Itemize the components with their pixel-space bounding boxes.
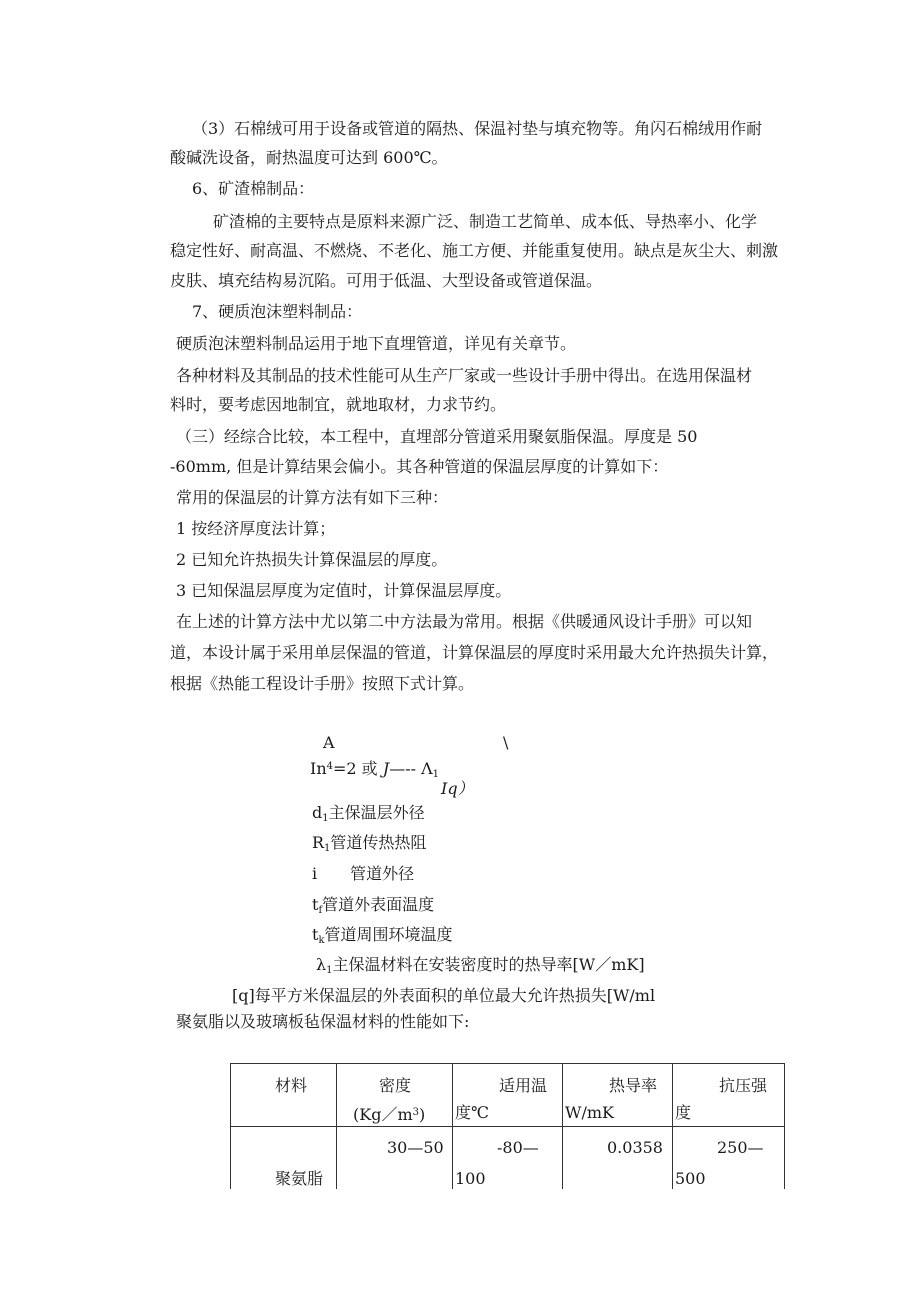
definition-symbol: t <box>312 925 319 944</box>
definition-symbol: i <box>312 864 318 883</box>
header-strength-line2: 度 <box>675 1103 692 1122</box>
formula-top-a: A <box>323 733 335 752</box>
definition-item <box>316 955 645 981</box>
header-strength <box>673 1064 785 1127</box>
cell-conductivity-value: 0.0358 <box>607 1138 663 1157</box>
definition-symbol: λ <box>316 955 327 974</box>
formula-main-sup: 4 <box>326 761 333 772</box>
header-temperature <box>453 1064 563 1127</box>
header-temperature-line1: 适用温 <box>499 1076 548 1095</box>
definition-subscript: 1 <box>324 843 331 854</box>
paragraph-line: 料时，要考虑因地制宜，就地取材，力求节约。 <box>170 395 507 414</box>
paragraph-line: 酸碱洗设备，耐热温度可达到 600℃。 <box>170 148 448 167</box>
header-density <box>337 1064 453 1127</box>
definition-text: 管道外径 <box>350 864 415 883</box>
list-item: 3 已知保温层厚度为定值时，计算保温层厚度。 <box>176 581 512 600</box>
cell-density <box>337 1127 453 1190</box>
properties-table <box>230 1063 785 1189</box>
paragraph-line: 稳定性好、耐高温、不燃烧、不老化、施工方便、并能重复使用。缺点是灰尘大、刺激 <box>170 241 779 260</box>
header-conductivity-line2: W/mK <box>565 1103 614 1122</box>
q-definition: [q]每平方米保温层的外表面积的单位最大允许热损失[W/ml <box>232 986 656 1005</box>
definition-text: 管道外表面温度 <box>322 895 435 914</box>
formula-main-pre: In <box>310 759 327 778</box>
header-density-line2 <box>353 1103 425 1125</box>
header-strength-line1: 抗压强 <box>719 1076 768 1095</box>
definition-symbol: R <box>312 833 325 852</box>
definition-symbol: t <box>312 895 319 914</box>
cell-temperature-line2: 100 <box>455 1169 486 1188</box>
definition-subscript: 1 <box>322 813 329 824</box>
header-material <box>231 1064 337 1127</box>
definition-subscript: f <box>318 905 323 916</box>
header-conductivity-line1: 热导率 <box>609 1076 658 1095</box>
cell-density-value: 30—50 <box>387 1138 444 1157</box>
cell-material <box>231 1127 337 1190</box>
formula-main-sub: 1 <box>432 769 440 780</box>
definition-text: 管道传热热阻 <box>330 833 427 852</box>
header-density-line1: 密度 <box>379 1076 412 1095</box>
header-density-close: ) <box>419 1105 426 1124</box>
formula-main-post: —-- Λ <box>389 759 433 778</box>
table-row <box>231 1127 785 1190</box>
paragraph-line: 矿渣棉的主要特点是原料来源广泛、制造工艺简单、成本低、导热率小、化学 <box>213 212 758 231</box>
paragraph-line: 硬质泡沫塑料制品运用于地下直埋管道，详见有关章节。 <box>176 334 577 353</box>
paragraph-line: 道，本设计属于采用单层保温的管道，计算保温层的厚度时采用最大允许热损失计算， <box>170 643 779 662</box>
cell-conductivity <box>563 1127 673 1190</box>
cell-strength-line2: 500 <box>675 1169 706 1188</box>
cell-strength <box>673 1127 785 1190</box>
formula-main-j: J <box>382 759 390 778</box>
table-intro: 聚氨脂以及玻璃板毡保温材料的性能如下: <box>176 1012 470 1031</box>
definition-symbol: d <box>312 803 323 822</box>
cell-temperature <box>453 1127 563 1190</box>
paragraph-line: 常用的保温层的计算方法有如下三种： <box>176 488 449 507</box>
section-heading: 7、硬质泡沫塑料制品： <box>192 302 363 321</box>
definition-text: 主保温材料在安装密度时的热导率[W／mK] <box>332 955 645 974</box>
cell-material-value: 聚氨脂 <box>275 1169 324 1188</box>
list-item: 2 已知允许热损失计算保温层的厚度。 <box>176 550 448 569</box>
definition-text: 管道周围环境温度 <box>324 925 453 944</box>
header-density-sup: 3 <box>412 1107 419 1118</box>
formula-denominator: Iq） <box>441 779 474 798</box>
definition-item <box>312 895 434 921</box>
definition-item <box>312 864 414 884</box>
table-header-row <box>231 1064 785 1127</box>
paragraph-line: 在上述的计算方法中尤以第二中方法最为常用。根据《供暖通风设计手册》可以知 <box>176 612 753 631</box>
cell-strength-line1: 250— <box>717 1138 764 1157</box>
cell-temperature-line1: -80— <box>497 1138 539 1157</box>
formula-top-slash: \ <box>503 733 509 752</box>
paragraph-line: -60mm, 但是计算结果会偏小。其各种管道的保温层厚度的计算如下： <box>170 457 669 476</box>
paragraph-line: 各种材料及其制品的技术性能可从生产厂家或一些设计手册中得出。在选用保温材 <box>176 366 753 385</box>
definition-subscript: 1 <box>326 965 333 976</box>
formula-main <box>310 757 439 785</box>
header-temperature-line2: 度℃ <box>455 1103 489 1122</box>
definition-item <box>312 925 453 951</box>
definition-text: 主保温层外径 <box>328 803 425 822</box>
paragraph-line: 皮肤、填充结构易沉陷。可用于低温、大型设备或管道保温。 <box>170 271 603 290</box>
header-material-label: 材料 <box>275 1076 308 1095</box>
paragraph-line: 根据《热能工程设计手册》按照下式计算。 <box>170 674 475 693</box>
header-density-unit: (Kg／m <box>353 1105 413 1124</box>
definition-item <box>312 803 425 829</box>
paragraph-line: （3）石棉绒可用于设备或管道的隔热、保温衬垫与填充物等。角闪石棉绒用作耐 <box>192 119 763 138</box>
definition-subscript: k <box>318 935 325 946</box>
list-item: 1 按经济厚度法计算； <box>176 519 336 538</box>
definition-item <box>312 833 426 859</box>
section-heading: 6、矿渣棉制品： <box>192 179 315 198</box>
paragraph-line: （三）经综合比较，本工程中，直埋部分管道采用聚氨脂保温。厚度是 50 <box>176 427 698 446</box>
header-conductivity <box>563 1064 673 1127</box>
formula-main-mid: =2 或 <box>333 759 383 778</box>
